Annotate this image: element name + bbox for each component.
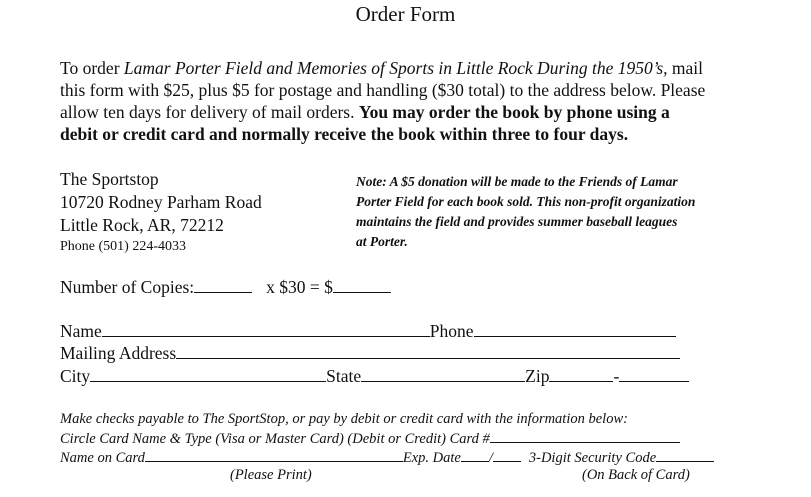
payment-instructions: Make checks payable to The SportStop, or pay by debit or credit card with the information below:	[60, 411, 628, 427]
name-phone-row	[60, 320, 676, 342]
name-input[interactable]	[102, 321, 430, 337]
phone-order-note: You may order the book by phone using a	[358, 102, 670, 122]
intro-paragraph	[60, 57, 790, 145]
exp-year-input[interactable]	[493, 448, 521, 462]
city-input[interactable]	[90, 366, 326, 382]
book-title: Lamar Porter Field and Memories of Sports in Little Rock During the 1950’s,	[123, 58, 668, 78]
zip-dash: -	[613, 366, 620, 386]
back-of-card-note: (On Back of Card)	[582, 467, 690, 483]
intro-line-1	[60, 57, 790, 79]
zip-input[interactable]	[549, 366, 613, 382]
security-code-label: 3-Digit Security Code	[528, 450, 657, 466]
card-type-label: Circle Card Name & Type (Visa or Master Card) (Debit or Credit) Card #	[60, 431, 490, 447]
phone-input[interactable]	[474, 321, 676, 337]
state-label: State	[326, 366, 362, 386]
donation-note	[356, 172, 695, 252]
card-number-input[interactable]	[490, 429, 680, 443]
note-line: Porter Field for each book sold. This non-profit organization	[356, 194, 696, 209]
mailing-label: Mailing Address	[60, 343, 177, 363]
name-on-card-input[interactable]	[145, 448, 403, 462]
exp-slash: /	[488, 450, 493, 466]
mailing-input[interactable]	[176, 343, 680, 359]
intro-text: mail	[667, 58, 703, 78]
city-row	[60, 365, 689, 387]
mailing-row	[60, 342, 680, 364]
zip-label: Zip	[525, 366, 550, 386]
please-print-note: (Please Print)	[230, 467, 312, 483]
name-label: Name	[60, 321, 102, 341]
copies-input[interactable]	[194, 277, 252, 293]
card-type-row	[60, 429, 680, 449]
page-title: Order Form	[355, 2, 456, 26]
intro-line-2: this form with $25, plus $5 for postage and handling ($30 total) to the address below. Please	[60, 80, 706, 100]
mailing-address-block	[60, 168, 262, 257]
city-label: City	[60, 366, 91, 386]
copies-row	[60, 276, 391, 298]
exp-month-input[interactable]	[461, 448, 489, 462]
store-phone: Phone (501) 224-4033	[60, 239, 186, 254]
intro-line-3	[60, 101, 790, 123]
exp-date-label: Exp. Date	[402, 450, 461, 466]
note-line: maintains the field and provides summer baseball leagues	[356, 214, 678, 229]
store-name: The Sportstop	[60, 169, 159, 189]
note-line: Note: A $5 donation will be made to the Friends of Lamar	[356, 174, 678, 189]
security-code-input[interactable]	[656, 448, 714, 462]
name-on-card-label: Name on Card	[60, 450, 145, 466]
total-input[interactable]	[333, 277, 391, 293]
zip-ext-input[interactable]	[619, 366, 689, 382]
copies-label: Number of Copies:	[60, 277, 195, 297]
name-on-card-row	[60, 448, 714, 468]
store-street: 10720 Rodney Parham Road	[60, 192, 262, 212]
intro-line-4: debit or credit card and normally receive the book within three to four days.	[60, 124, 629, 144]
price-multiplier: x $30 = $	[266, 277, 333, 297]
store-city: Little Rock, AR, 72212	[60, 215, 224, 235]
intro-text: To order	[60, 58, 124, 78]
note-line: at Porter.	[356, 234, 408, 249]
state-input[interactable]	[361, 366, 525, 382]
intro-text: allow ten days for delivery of mail orders.	[60, 102, 359, 122]
phone-label: Phone	[429, 321, 474, 341]
